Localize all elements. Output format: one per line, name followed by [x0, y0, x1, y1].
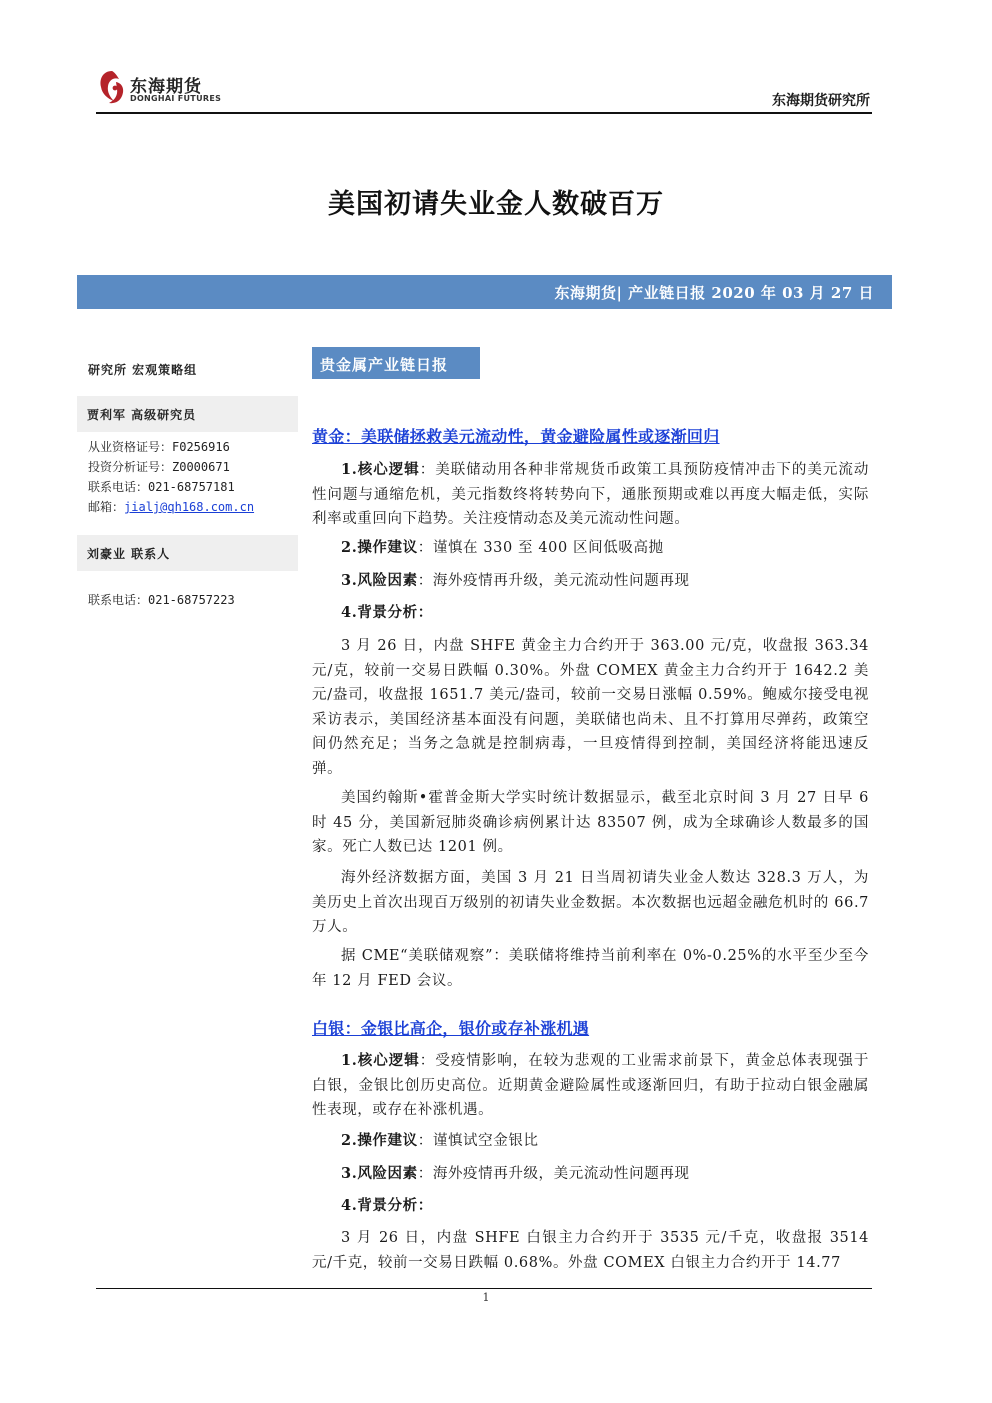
silver-core-logic: [312, 1049, 869, 1123]
report-banner: [77, 275, 892, 309]
gold-paragraph-1: 3 月 26 日，内盘 SHFE 黄金主力合约开于 363.00 元/克，收盘报 363.34 元/克，较前一交易日跌幅 0.30%。外盘 COMEX 黄金主力合约开于 1642.2 美元/盎司，收盘报 1651.7 美元/盎司，较前一交易日涨幅 0.59%。鲍威尔接受电视采访表示，美国经济基本面没有问题，美联储也尚未、且不打算用尽弹药，政策空间仍然充足；当务之急就是控制病毒，一旦疫情得到控制，美国经济将能迅速反弹。: [312, 638, 869, 777]
contact-name-title: 刘豪业 联系人: [87, 547, 171, 561]
silver-heading[interactable]: 白银：金银比高企，银价或存补涨机遇: [312, 1019, 590, 1038]
gold-bg-label: 4.背景分析: [341, 604, 418, 621]
gold-bg-colon: ：: [417, 604, 433, 621]
gold-core-logic: [312, 458, 869, 532]
silver-logic-label: 1.核心逻辑: [341, 1052, 420, 1069]
gold-logic-label: 1.核心逻辑: [341, 461, 420, 478]
silver-logic-text: ：受疫情影响，在较为悲观的工业需求前景下，黄金总体表现强于白银，金银比创历史高位。近期黄金避险属性或逐渐回归，有助于拉动白银金融属性表现，或存在补涨机遇。: [312, 1053, 869, 1118]
header-divider: [96, 112, 872, 114]
document-title: 美国初请失业金人数破百万: [328, 189, 664, 220]
email-link[interactable]: jialj@qh168.com.cn: [124, 500, 255, 514]
logo-english-name: DONGHAI FUTURES: [130, 94, 222, 103]
analyst-box: [77, 396, 298, 432]
contact-box: [77, 535, 298, 571]
contact-phone: 联系电话：021-68757223: [88, 593, 235, 607]
sidebar-department: 研究所 宏观策略组: [88, 363, 198, 377]
dragon-logo-icon: [96, 68, 128, 106]
silver-risk: [312, 1162, 869, 1187]
analyst-email-row: [88, 498, 254, 515]
gold-risk-label: 3.风险因素: [341, 572, 418, 589]
gold-logic-text: ：美联储动用各种非常规货币政策工具预防疫情冲击下的美元流动性问题与通缩危机，美元指数终将转势向下，通胀预期或难以再度大幅走低，实际利率或重回向下趋势。关注疫情动态及美元流动性问题。: [312, 462, 869, 527]
analyst-qualification-no: 从业资格证号：F0256916: [88, 440, 230, 454]
company-logo: [96, 66, 236, 110]
silver-risk-label: 3.风险因素: [341, 1165, 418, 1182]
banner-text: 东海期货| 产业链日报 2020 年 03 月 27 日: [554, 284, 874, 302]
institute-name: 东海期货研究所: [772, 93, 870, 109]
analyst-name-title: 贾利军 高级研究员: [87, 408, 197, 422]
silver-bg-label: 4.背景分析: [341, 1197, 418, 1214]
gold-background: [312, 601, 869, 626]
silver-operation: [312, 1129, 869, 1154]
silver-bg-colon: ：: [417, 1197, 433, 1214]
silver-risk-text: ：海外疫情再升级，美元流动性问题再现: [417, 1166, 690, 1182]
footer-divider: [96, 1288, 872, 1289]
section-tag: [312, 347, 480, 379]
gold-risk-text: ：海外疫情再升级，美元流动性问题再现: [417, 573, 690, 589]
gold-paragraph-2: 美国约翰斯•霍普金斯大学实时统计数据显示，截至北京时间 3 月 27 日早 6 时 45 分，美国新冠肺炎确诊病例累计达 83507 例，成为全球确诊人数最多的国家。死亡人数已达 1201 例。: [312, 790, 869, 855]
gold-risk: [312, 569, 869, 594]
silver-background: [312, 1194, 869, 1219]
analyst-phone: 联系电话：021-68757181: [88, 480, 235, 494]
email-label: 邮箱：: [88, 500, 125, 514]
gold-paragraph-4: 据 CME“美联储观察”：美联储将维持当前利率在 0%-0.25%的水平至少至今年 12 月 FED 会议。: [312, 948, 869, 989]
logo-chinese-name: 东海期货: [130, 77, 202, 97]
gold-heading[interactable]: 黄金：美联储拯救美元流动性，黄金避险属性或逐渐回归: [312, 427, 720, 446]
analyst-investment-no: 投资分析证号：Z0000671: [88, 460, 230, 474]
gold-operation: [312, 536, 869, 561]
section-tag-label: 贵金属产业链日报: [320, 356, 449, 374]
gold-op-text: ：谨慎在 330 至 400 区间低吸高抛: [417, 540, 664, 556]
silver-op-text: ：谨慎试空金银比: [417, 1133, 539, 1149]
silver-op-label: 2.操作建议: [341, 1132, 418, 1149]
silver-paragraph-1: 3 月 26 日，内盘 SHFE 白银主力合约开于 3535 元/千克，收盘报 3514 元/千克，较前一交易日跌幅 0.68%。外盘 COMEX 白银主力合约开于 14.77: [312, 1230, 869, 1271]
gold-paragraph-3: 海外经济数据方面，美国 3 月 21 日当周初请失业金人数达 328.3 万人，为美历史上首次出现百万级别的初请失业金数据。本次数据也远超金融危机时的 66.7 万人。: [312, 870, 869, 935]
gold-op-label: 2.操作建议: [341, 539, 418, 556]
page-number: 1: [482, 1291, 490, 1304]
